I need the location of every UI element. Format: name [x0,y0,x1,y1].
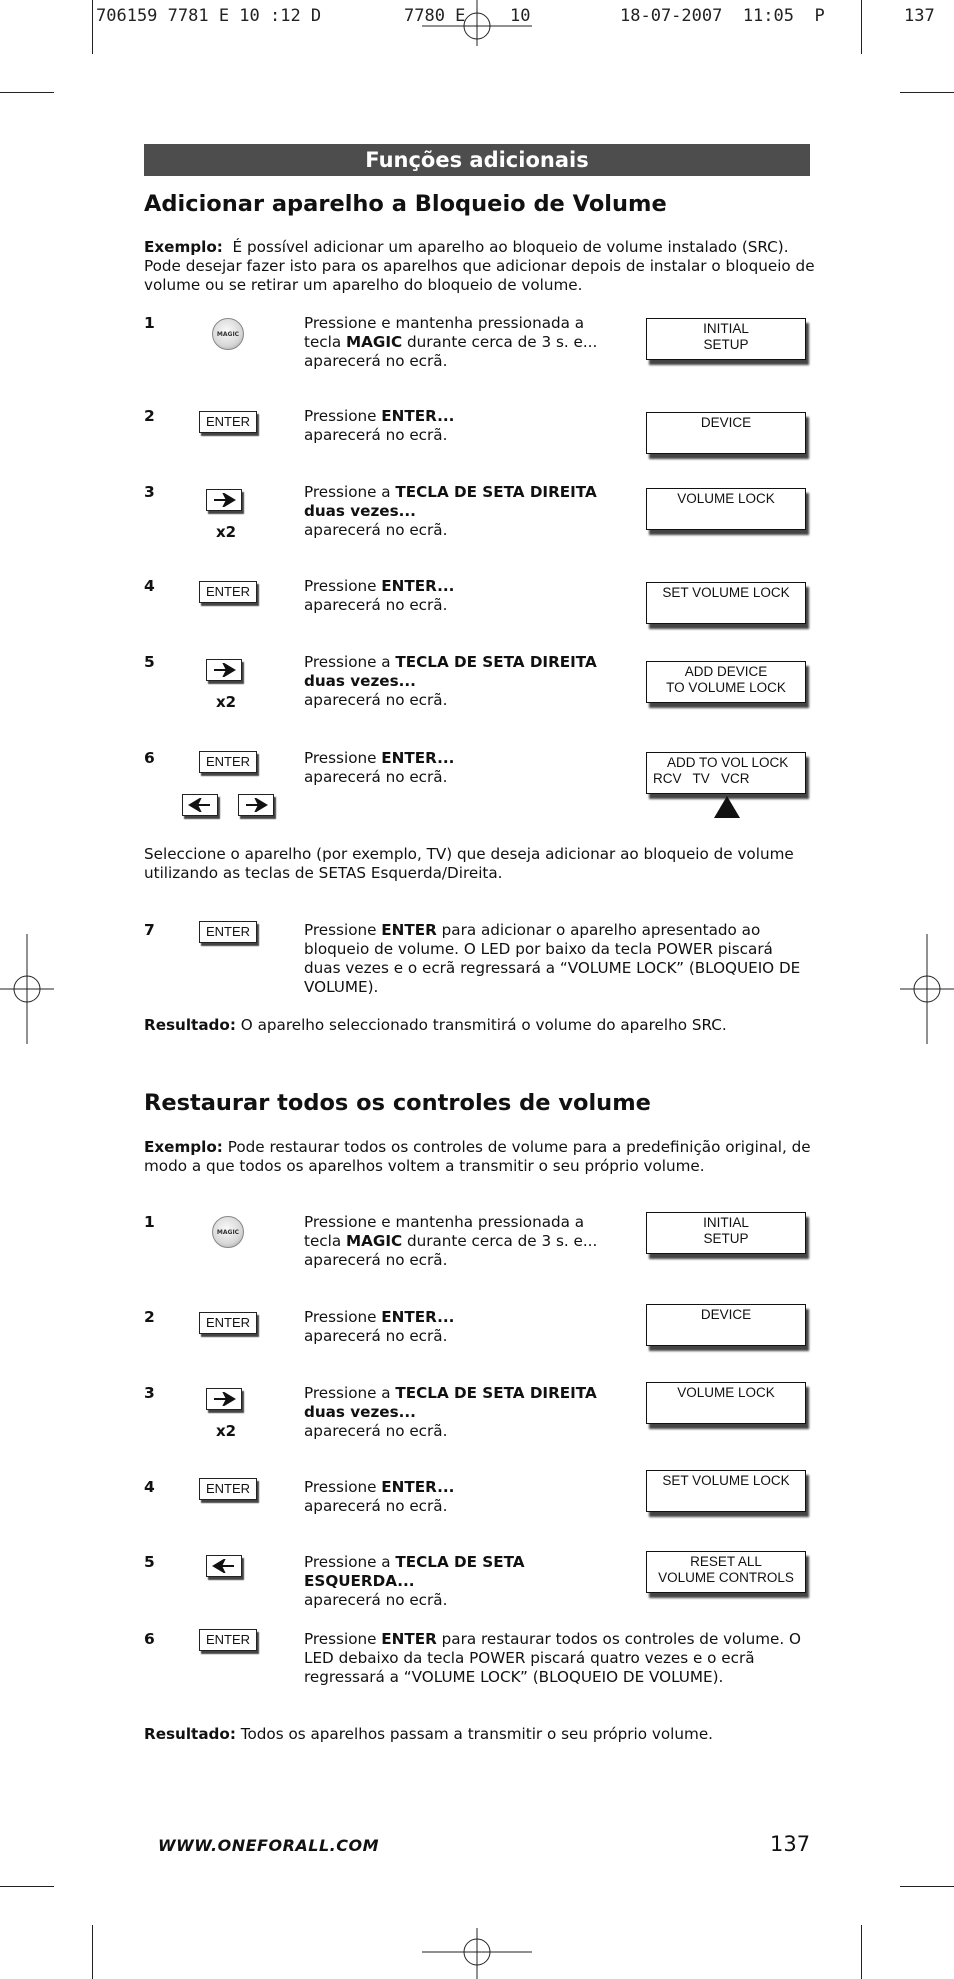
section-banner: Funções adicionais [144,144,810,176]
print-job-id: 706159 7781 E 10 :12 D [96,6,322,26]
footer-url[interactable]: WWW.ONEFORALL.COM [158,1836,380,1855]
example-text: Pode restaurar todos os controles de volume para a predefinição original, de modo a que todos os aparelhos voltem a transmitir o seu próprio volume. [144,1138,811,1175]
print-datetime: 18-07-2007 11:05 P [620,6,825,26]
lcd-screen: VOLUME LOCK [646,488,806,530]
example-paragraph [144,1138,816,1176]
example-label: Exemplo: [144,1138,223,1156]
lcd-screen: RESET ALL VOLUME CONTROLS [646,1551,806,1593]
section-title: Restaurar todos os controles de volume [144,1090,651,1116]
step-number: 4 [144,1478,155,1496]
lcd-screen: INITIAL SETUP [646,318,806,360]
magic-key-icon: MAGIC [212,318,244,350]
step-number: 2 [144,407,155,425]
lcd-screen: VOLUME LOCK [646,1382,806,1424]
result-paragraph [144,1016,816,1035]
step-text: Pressione ENTER... aparecerá no ecrã. [304,407,455,444]
step-number: 1 [144,1213,155,1231]
times-two-label: x2 [216,523,237,541]
result-label: Resultado: [144,1016,236,1034]
lcd-screen: DEVICE [646,412,806,454]
step-text: Pressione a TECLA DE SETA DIREITA duas vezes... aparecerá no ecrã. [304,653,597,709]
step-text: Pressione ENTER para restaurar todos os controles de volume. O LED debaixo da tecla POWER piscará quatro vezes e o ecrã regressará a “VOLUME LOCK” (BLOQUEIO DE VOLUME). [304,1630,801,1686]
step-number: 3 [144,483,155,501]
times-two-label: x2 [216,693,237,711]
result-text: Todos os aparelhos passam a transmitir o seu próprio volume. [240,1725,713,1743]
lcd-screen: SET VOLUME LOCK [646,1470,806,1512]
section-title: Adicionar aparelho a Bloqueio de Volume [144,191,667,217]
crop-mark [0,1886,54,1887]
result-paragraph [144,1725,816,1744]
enter-key: ENTER [199,1629,257,1651]
step-number: 7 [144,921,155,939]
lcd-screen: INITIAL SETUP [646,1212,806,1254]
step-text: Pressione e mantenha pressionada a tecla MAGIC durante cerca de 3 s. e... aparecerá no ecrã. [304,1213,598,1269]
step-number: 5 [144,1553,155,1571]
right-arrow-key-icon [206,659,242,681]
step-text: Pressione ENTER para adicionar o aparelho apresentado ao bloqueio de volume. O LED por baixo da tecla POWER piscará duas vezes e o ecrã regressará a “VOLUME LOCK” (BLOQUEIO DE VOLUME). [304,921,801,996]
example-text: É possível adicionar um aparelho ao bloqueio de volume instalado (SRC). Pode desejar fazer isto para os aparelhos que adicionar depois de instalar o bloqueio de volume ou se retirar um aparelho do bloqueio de volume. [144,238,815,294]
step-number: 1 [144,314,155,332]
magic-key-icon: MAGIC [212,1216,244,1248]
selection-pointer-icon [714,796,740,820]
result-label: Resultado: [144,1725,236,1743]
enter-key: ENTER [199,1312,257,1334]
enter-key: ENTER [199,751,257,773]
right-arrow-key-icon [238,794,274,816]
page-number: 137 [770,1832,811,1856]
enter-key: ENTER [199,411,257,433]
crop-mark [92,1925,93,1979]
crop-mark [861,1925,862,1979]
print-page: 137 [904,6,935,26]
step-text: Pressione ENTER... aparecerá no ecrã. [304,749,455,786]
lcd-screen: ADD TO VOL LOCK RCV TV VCR [646,752,806,794]
registration-mark-icon [422,1928,532,1979]
crop-mark [900,92,954,93]
example-label: Exemplo: [144,238,223,256]
right-arrow-key-icon [206,489,242,511]
lcd-screen: DEVICE [646,1304,806,1346]
registration-mark-icon [0,934,54,1044]
times-two-label: x2 [216,1422,237,1440]
step-text: Pressione ENTER... aparecerá no ecrã. [304,1478,455,1515]
example-paragraph [144,238,816,295]
result-text: O aparelho seleccionado transmitirá o volume do aparelho SRC. [240,1016,727,1034]
step-text: Pressione e mantenha pressionada a tecla MAGIC durante cerca de 3 s. e... aparecerá no ecrã. [304,314,598,370]
enter-key: ENTER [199,921,257,943]
step-text: Pressione ENTER... aparecerá no ecrã. [304,577,455,614]
step-number: 5 [144,653,155,671]
registration-mark-icon [422,0,532,46]
step-text: Pressione ENTER... aparecerá no ecrã. [304,1308,455,1345]
step-text: Pressione a TECLA DE SETA DIREITA duas vezes... aparecerá no ecrã. [304,483,597,539]
step-number: 3 [144,1384,155,1402]
step-text: Pressione a TECLA DE SETA DIREITA duas vezes... aparecerá no ecrã. [304,1384,597,1440]
lcd-screen: ADD DEVICE TO VOLUME LOCK [646,661,806,703]
print-sheet: 10 [510,6,531,26]
registration-mark-icon [900,934,954,1044]
crop-mark [92,0,93,54]
enter-key: ENTER [199,581,257,603]
crop-mark [0,92,54,93]
step-text: Pressione a TECLA DE SETA ESQUERDA... aparecerá no ecrã. [304,1553,525,1609]
lcd-screen: SET VOLUME LOCK [646,582,806,624]
left-arrow-key-icon [206,1555,242,1577]
crop-mark [900,1886,954,1887]
crop-mark [861,0,862,54]
step-number: 2 [144,1308,155,1326]
select-instruction: Seleccione o aparelho (por exemplo, TV) que deseja adicionar ao bloqueio de volume utilizando as teclas de SETAS Esquerda/Direita. [144,845,794,882]
print-model: 7780 E [404,6,466,26]
step-number: 4 [144,577,155,595]
step-number: 6 [144,749,155,767]
left-arrow-key-icon [182,794,218,816]
step-number: 6 [144,1630,155,1648]
right-arrow-key-icon [206,1388,242,1410]
enter-key: ENTER [199,1478,257,1500]
